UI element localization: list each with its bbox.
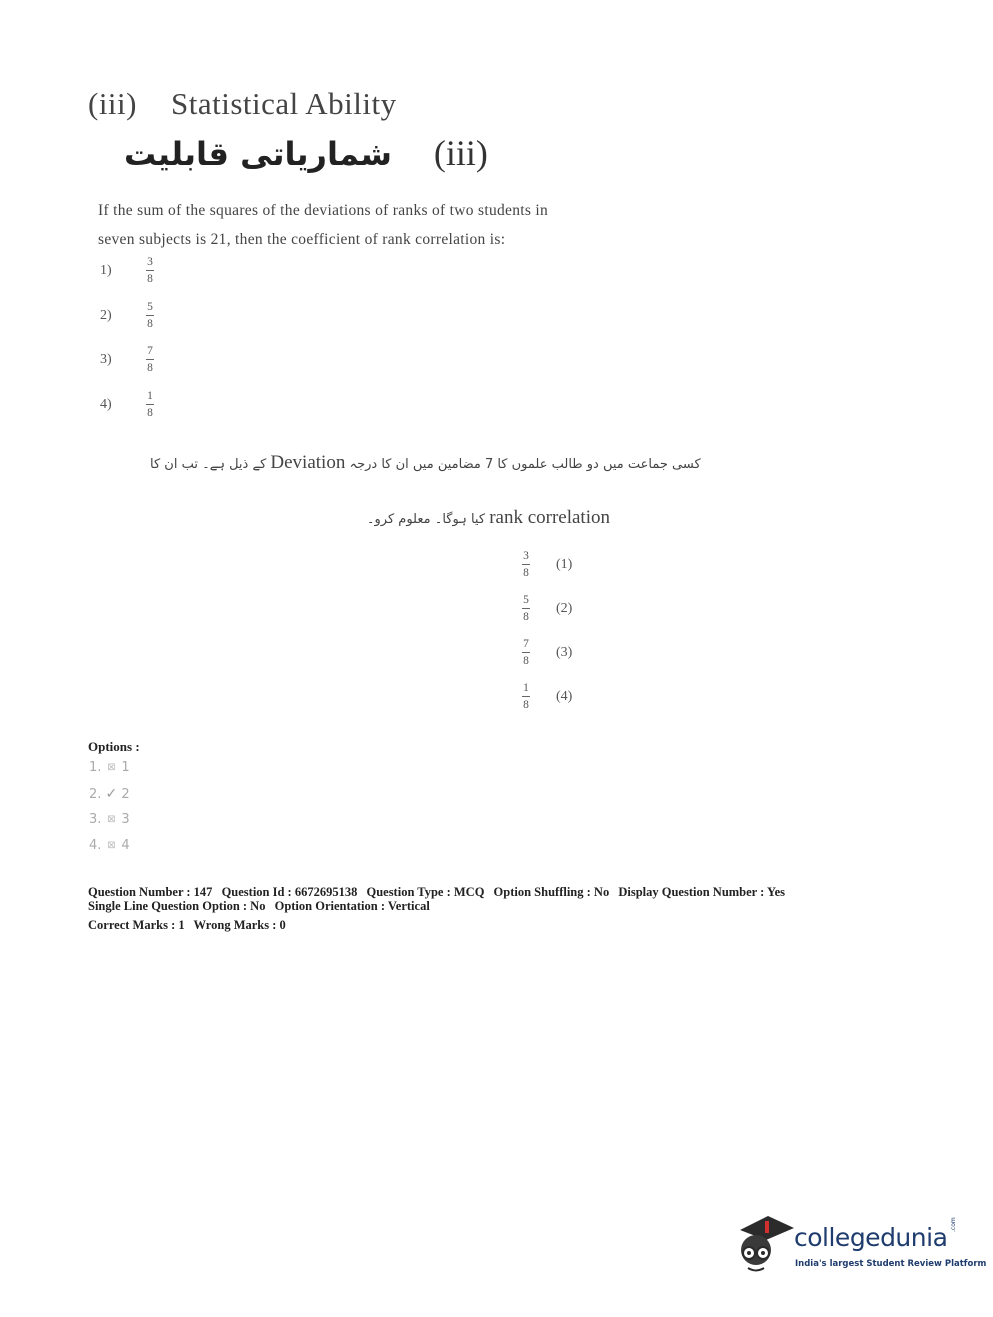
option-fraction [146,301,154,330]
question-meta-line-1 [88,885,791,900]
answer-value: 1 [121,760,130,775]
answer-index: 1. [89,760,102,775]
answer-value: 3 [121,812,130,827]
option-fraction [146,345,154,374]
fraction-numerator: 3 [147,256,153,268]
fraction-bar [146,404,154,405]
option-label: (2) [556,600,573,616]
answer-index: 4. [89,838,102,853]
logo-dotcom: .com [950,1217,957,1232]
urdu-option-4 [522,682,572,711]
fraction-bar [146,270,154,271]
urdu-question-line-2 [330,507,610,529]
urdu-text: کے ذیل ہے۔ تب ان کا [150,457,267,472]
option-fraction [522,550,530,579]
options-heading: Options : [88,739,140,754]
urdu-text: کیا ہوگا۔ معلوم کرو۔ [366,512,486,527]
urdu-section-number: (iii) [433,133,488,173]
fraction-bar [146,315,154,316]
option-label: 4) [100,396,112,412]
question-meta-line-3 [88,918,292,933]
collegedunia-logo [734,1210,987,1280]
wrong-mark-icon: ⊠ [107,840,116,851]
option-label: (1) [556,556,573,572]
option-label: 2) [100,307,112,323]
fraction-denominator: 8 [147,407,153,419]
fraction-bar [522,564,530,565]
question-meta-line-2 [88,899,436,914]
option-shuffling: Option Shuffling : No [493,885,610,899]
option-fraction [146,256,154,285]
check-mark-icon: ✓ [105,786,118,802]
fraction-denominator: 8 [523,699,529,711]
answer-value: 4 [121,838,130,853]
fraction-bar [146,359,154,360]
urdu-english-term: Deviation [270,452,346,473]
question-option-2 [100,301,154,330]
option-fraction [146,390,154,419]
option-fraction [522,594,530,623]
urdu-section-title: شماریاتی قابلیت [124,135,392,173]
question-line-2: seven subjects is 21, then the coefficient of rank correlation is: [98,231,506,248]
logo-brand: collegedunia [794,1223,948,1252]
question-option-4 [100,390,154,419]
question-id: Question Id : 6672695138 [221,885,358,899]
section-number: (iii) [88,86,137,121]
fraction-bar [522,608,530,609]
option-fraction [522,682,530,711]
question-text [98,196,618,254]
graduate-mascot-icon [734,1210,794,1280]
option-label: 1) [100,262,112,278]
answer-index: 2. [89,786,102,802]
question-option-3 [100,345,154,374]
answer-option-2 [89,786,130,802]
fraction-numerator: 5 [147,301,153,313]
fraction-bar [522,696,530,697]
option-label: (3) [556,644,573,660]
wrong-marks: Wrong Marks : 0 [193,918,286,932]
section-title-text: Statistical Ability [171,86,397,121]
option-label: 3) [100,351,112,367]
section-title-urdu [124,132,488,174]
fraction-denominator: 8 [147,318,153,330]
correct-marks: Correct Marks : 1 [88,918,185,932]
urdu-option-1 [522,550,572,579]
question-line-1: If the sum of the squares of the deviations of ranks of two students in [98,202,549,219]
urdu-option-3 [522,638,572,667]
answer-index: 3. [89,812,102,827]
answer-value: 2 [121,786,130,802]
logo-tagline: India's largest Student Review Platform [795,1259,987,1269]
question-option-1 [100,256,154,285]
question-number: Question Number : 147 [88,885,213,899]
wrong-mark-icon: ⊠ [107,814,116,825]
fraction-denominator: 8 [147,273,153,285]
fraction-numerator: 1 [147,390,153,402]
fraction-denominator: 8 [147,362,153,374]
fraction-denominator: 8 [523,567,529,579]
answer-option-4 [89,838,130,853]
fraction-numerator: 3 [523,550,529,562]
wrong-mark-icon: ⊠ [107,762,116,773]
answer-option-3 [89,812,130,827]
answer-option-1 [89,760,130,775]
urdu-question-line-1 [150,452,701,474]
urdu-option-2 [522,594,572,623]
fraction-bar [522,652,530,653]
option-label: (4) [556,688,573,704]
fraction-numerator: 7 [523,638,529,650]
fraction-numerator: 1 [523,682,529,694]
question-type: Question Type : MCQ [366,885,485,899]
single-line-option: Single Line Question Option : No [88,899,266,913]
display-question-number: Display Question Number : Yes [618,885,786,899]
fraction-denominator: 8 [523,655,529,667]
urdu-text: کسی جماعت میں دو طالب علموں کا 7 مضامین میں ان کا درجہ [349,457,701,472]
option-orientation: Option Orientation : Vertical [274,899,430,913]
urdu-english-term: rank correlation [489,507,610,528]
option-fraction [522,638,530,667]
fraction-numerator: 7 [147,345,153,357]
fraction-numerator: 5 [523,594,529,606]
fraction-denominator: 8 [523,611,529,623]
section-title [88,86,397,122]
